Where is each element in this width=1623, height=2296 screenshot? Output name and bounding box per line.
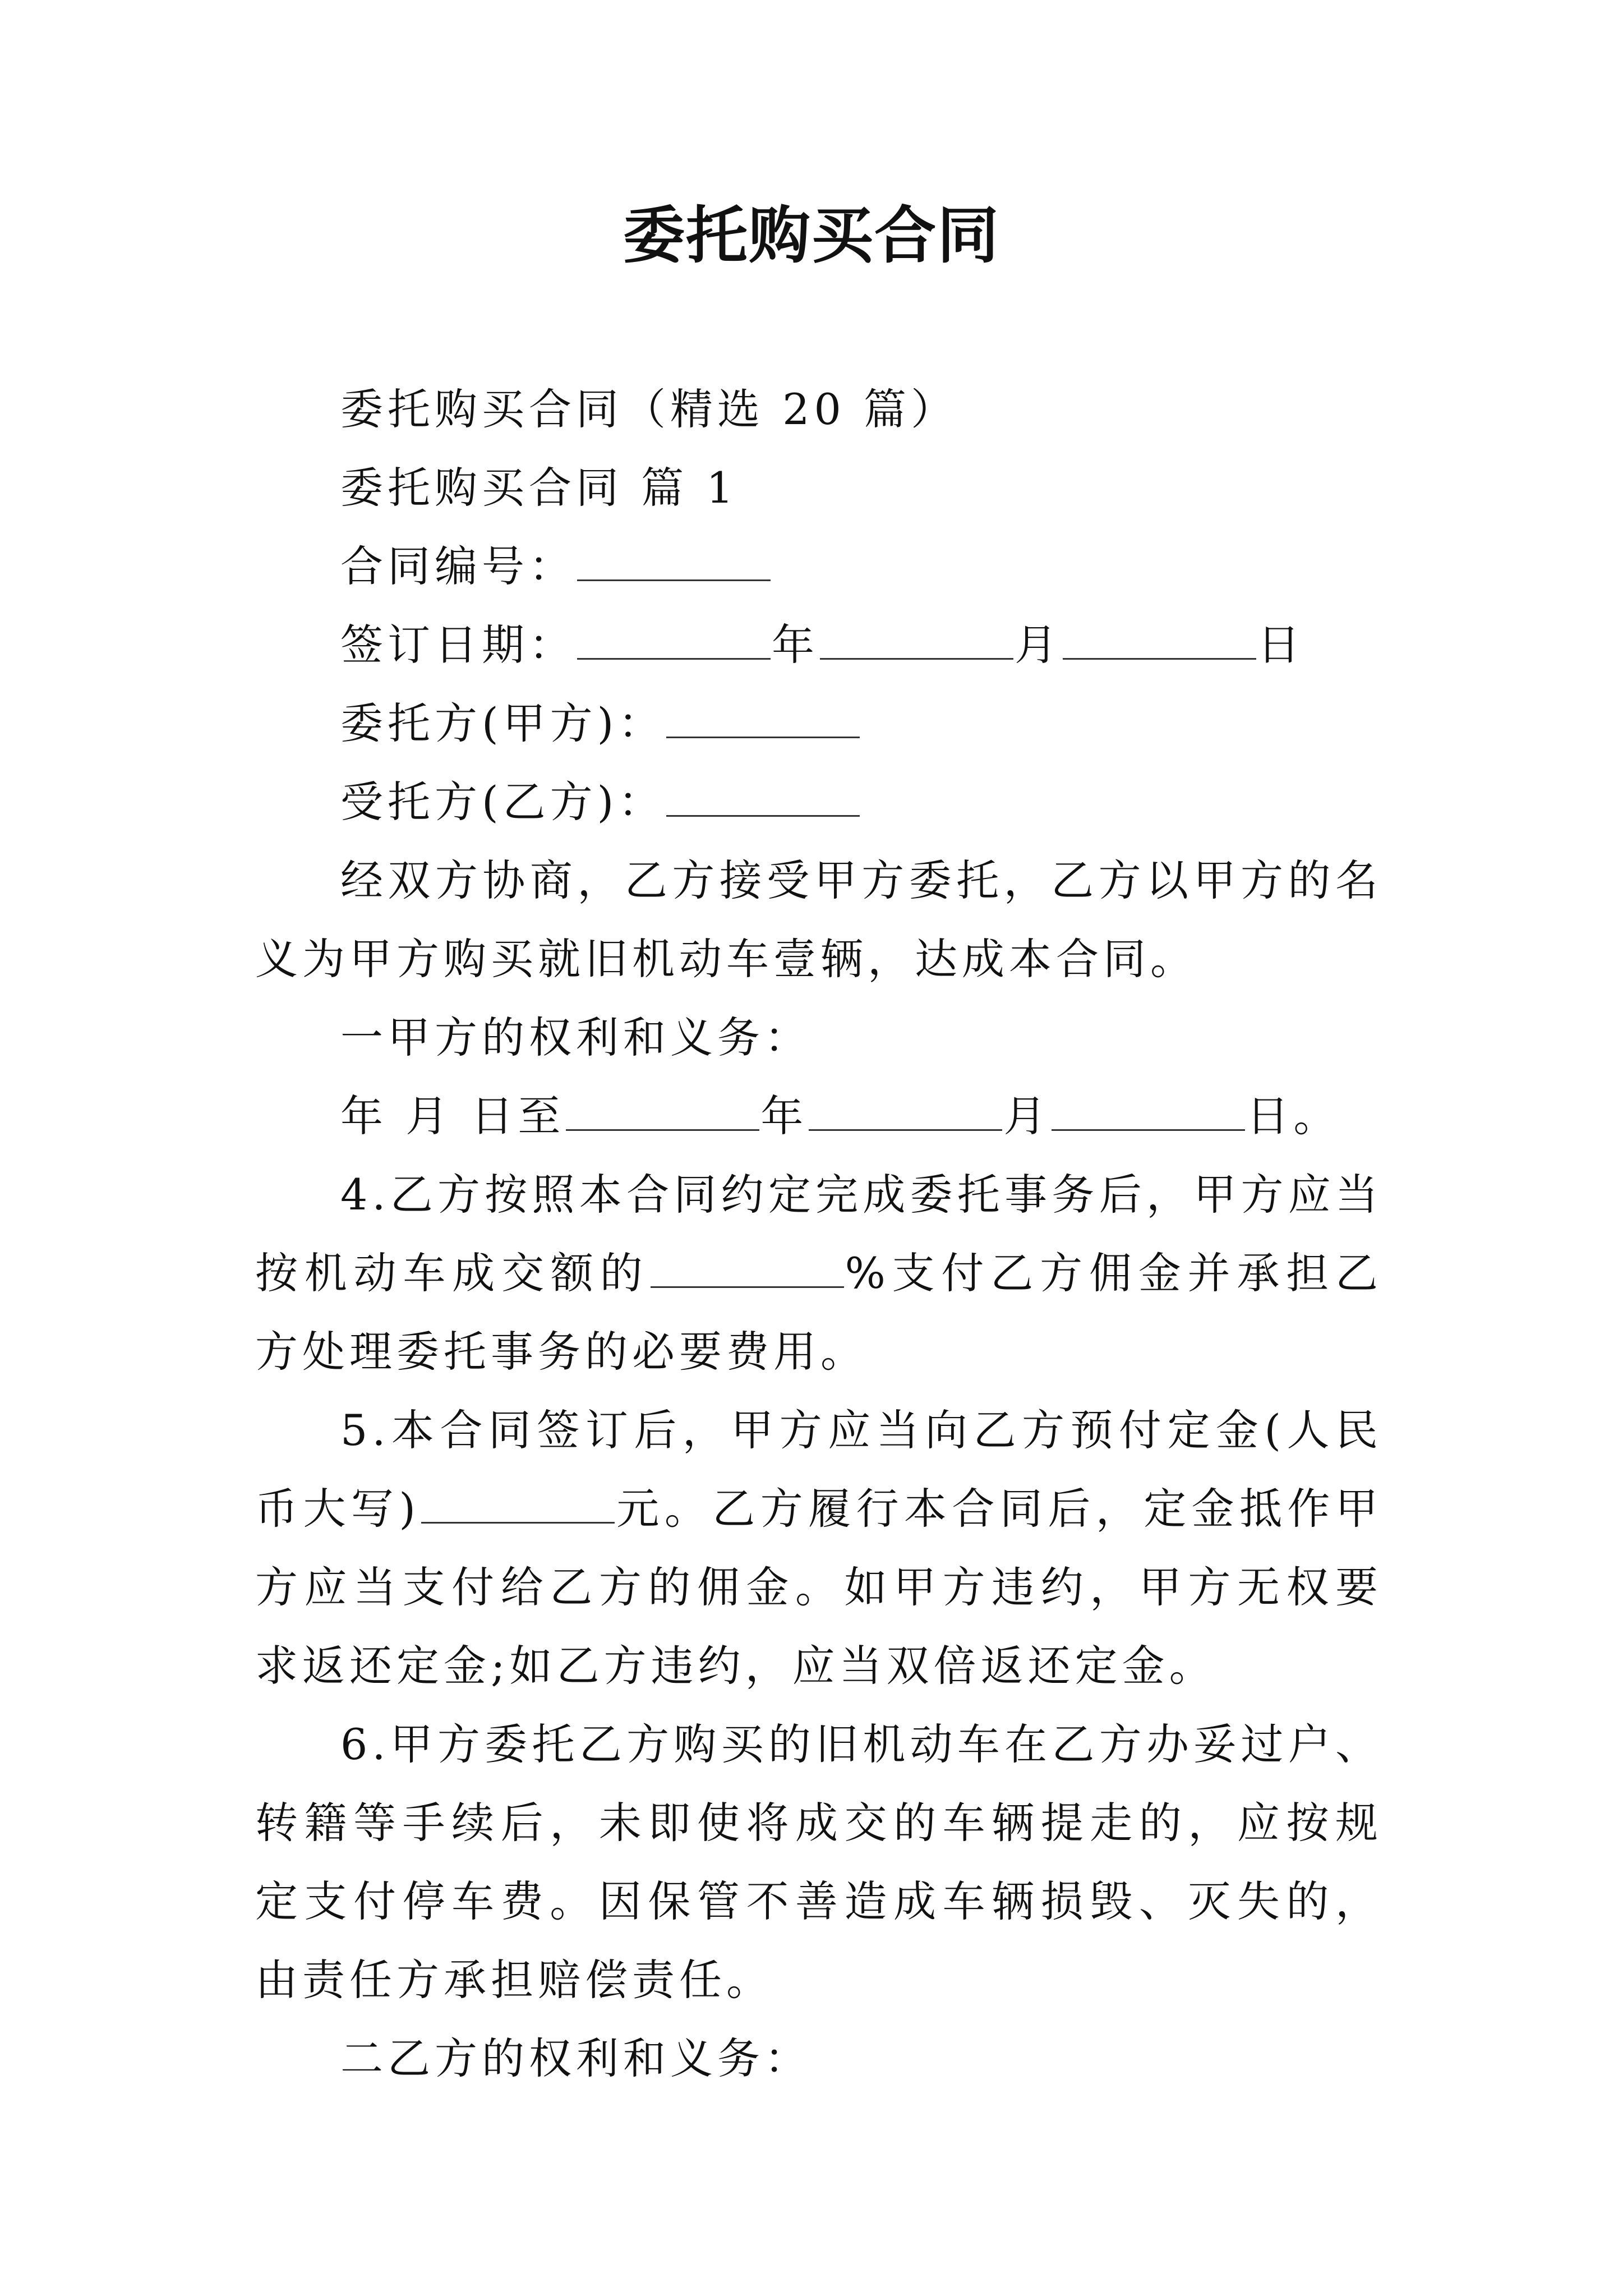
item4-paragraph (255, 1156, 1382, 1391)
document-title: 委托购买合同 (623, 199, 1000, 272)
period-day-label: 日。 (1246, 1091, 1341, 1141)
period-year-label: 年 (760, 1091, 808, 1141)
section2-heading-text: 二乙方的权利和义务： (340, 2033, 811, 2083)
item5-text-a: 5.本合同签订后，甲方应当向乙方预付定金(人民币大写) (255, 1405, 1382, 1534)
chapter-text: 委托购买合同 篇 1 (340, 463, 738, 513)
sign-date-line (255, 606, 1382, 684)
document-body (255, 370, 1382, 2098)
item4-text-a: 4.乙方按照本合同约定完成委托事务后，甲方应当按机动车成交额的 (255, 1170, 1382, 1298)
party-a-blank (666, 703, 860, 738)
sign-year-blank (577, 624, 771, 660)
subtitle-line (255, 370, 1382, 449)
intro-paragraph (255, 841, 1382, 999)
item5-text-b: 元。乙方履行本合同后，定金抵作甲方应当支付给乙方的佣金。如甲方违约，甲方无权要求返还定金;如乙方违约，应当双倍返还定金。 (255, 1484, 1382, 1691)
period-year-blank (566, 1096, 759, 1131)
contract-number-label: 合同编号： (340, 541, 576, 591)
year-label: 年 (772, 620, 819, 670)
section2-heading (255, 2019, 1382, 2098)
sign-day-blank (1063, 624, 1256, 660)
item6-text: 6.甲方委托乙方购买的旧机动车在乙方办妥过户、转籍等手续后，未即使将成交的车辆提走的，应按规定支付停车费。因保管不善造成车辆损毁、灭失的，由责任方承担赔偿责任。 (255, 1719, 1382, 2005)
sign-month-blank (820, 624, 1013, 660)
intro-text: 经双方协商，乙方接受甲方委托，乙方以甲方的名义为甲方购买就旧机动车壹辆，达成本合同。 (255, 855, 1382, 984)
chapter-line (255, 449, 1382, 527)
item5-paragraph (255, 1391, 1382, 1705)
month-label: 月 (1015, 620, 1062, 670)
section1-heading (255, 999, 1382, 1077)
deposit-amount-blank (421, 1488, 615, 1524)
party-a-label: 委托方(甲方)： (340, 698, 666, 748)
period-line (255, 1077, 1382, 1156)
period-month-label: 月 (1003, 1091, 1051, 1141)
commission-rate-blank (651, 1253, 844, 1288)
contract-number-blank (577, 546, 771, 581)
period-month-blank (809, 1096, 1002, 1131)
contract-number-line (255, 527, 1382, 606)
period-start-text: 年 月 日至 (340, 1091, 565, 1141)
sign-date-label: 签订日期： (340, 620, 576, 670)
party-b-line (255, 763, 1382, 841)
subtitle-text: 委托购买合同（精选 20 篇） (340, 384, 958, 434)
item6-paragraph (255, 1705, 1382, 2019)
section1-heading-text: 一甲方的权利和义务： (340, 1013, 811, 1062)
item4-text-b: %支付乙方佣金并承担乙方处理委托事务的必要费用。 (255, 1248, 1383, 1377)
period-day-blank (1052, 1096, 1245, 1131)
party-b-blank (666, 781, 860, 817)
day-label: 日 (1257, 620, 1304, 670)
party-b-label: 受托方(乙方)： (340, 777, 666, 827)
party-a-line (255, 684, 1382, 763)
